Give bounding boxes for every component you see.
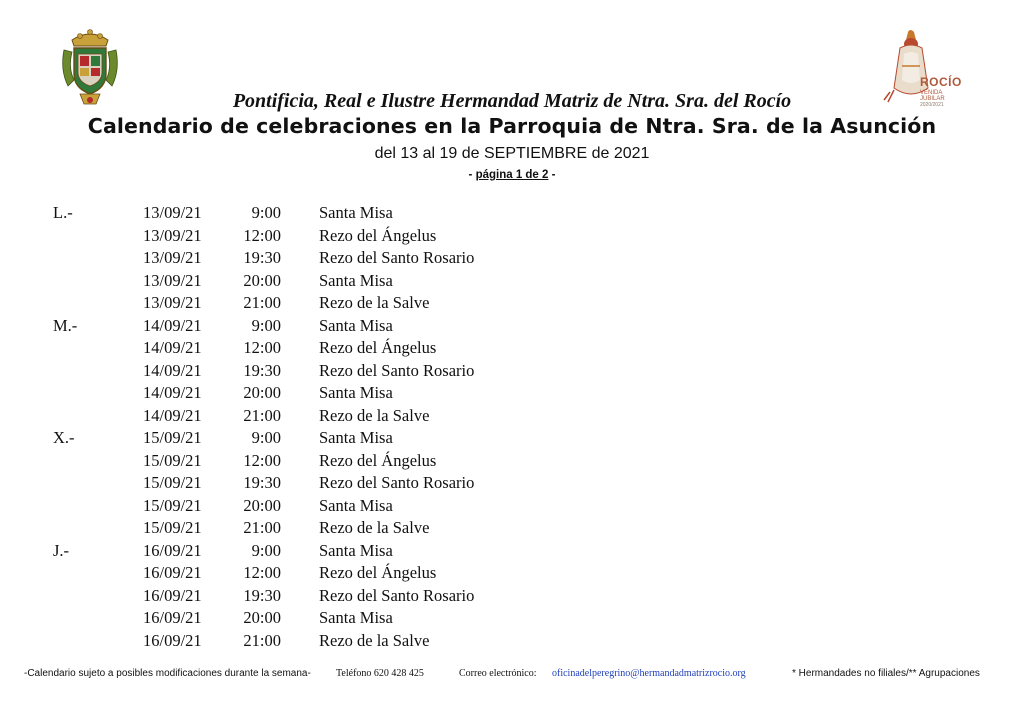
event-cell: Rezo de la Salve: [319, 293, 430, 312]
organization-name: Pontificia, Real e Ilustre Hermandad Matriz de Ntra. Sra. del Rocío: [232, 90, 792, 112]
event-cell: Rezo del Ángelus: [319, 563, 437, 582]
date-cell: 15/09/21: [143, 428, 202, 447]
schedule-row: [0, 427, 1024, 450]
date-cell: 13/09/21: [143, 248, 202, 267]
date-cell: 14/09/21: [143, 383, 202, 402]
day-label: M.-: [53, 315, 78, 335]
event-cell: Rezo de la Salve: [319, 518, 430, 537]
date-cell: 16/09/21: [143, 540, 202, 560]
event-cell: Santa Misa: [319, 495, 393, 515]
date-range: del 13 al 19 de SEPTIEMBRE de 2021: [374, 145, 650, 162]
time-cell: 19:30: [243, 248, 281, 267]
schedule-row: [0, 202, 1024, 225]
time-cell: 12:00: [243, 563, 281, 582]
event-cell: Santa Misa: [319, 540, 393, 560]
day-label: J.-: [53, 540, 70, 560]
schedule-row: [0, 382, 1024, 405]
time-cell: 9:00: [251, 203, 281, 222]
footer-disclaimer: -Calendario sujeto a posibles modificaciones durante la semana-: [24, 668, 311, 679]
schedule-row: [0, 472, 1024, 495]
footer-email-label: Correo electrónico:: [459, 668, 537, 679]
event-cell: Santa Misa: [319, 428, 393, 447]
time-cell: 9:00: [251, 428, 281, 447]
time-cell: 12:00: [243, 225, 281, 245]
date-cell: 15/09/21: [143, 450, 202, 470]
date-cell: 16/09/21: [143, 630, 202, 650]
date-cell: 15/09/21: [143, 495, 202, 515]
schedule-row: [0, 607, 1024, 630]
date-cell: 15/09/21: [143, 473, 202, 492]
date-cell: 16/09/21: [143, 563, 202, 582]
schedule-row: [0, 270, 1024, 293]
time-cell: 9:00: [251, 315, 281, 335]
event-cell: Rezo de la Salve: [319, 405, 430, 425]
time-cell: 20:00: [243, 270, 281, 290]
time-cell: 19:30: [243, 585, 281, 605]
day-label: X.-: [53, 428, 75, 447]
date-cell: 14/09/21: [143, 315, 202, 335]
footer-email-link[interactable]: oficinadelperegrino@hermandadmatrizrocio.org: [552, 668, 746, 679]
time-cell: 21:00: [243, 518, 281, 537]
time-cell: 19:30: [243, 360, 281, 380]
time-cell: 12:00: [243, 450, 281, 470]
event-cell: Santa Misa: [319, 270, 393, 290]
celebration-schedule: [0, 202, 1024, 652]
date-cell: 13/09/21: [143, 293, 202, 312]
event-cell: Santa Misa: [319, 315, 393, 335]
schedule-row: [0, 405, 1024, 428]
time-cell: 19:30: [243, 473, 281, 492]
event-cell: Rezo del Ángelus: [319, 225, 437, 245]
footer: [0, 668, 1024, 682]
day-label: L.-: [53, 203, 73, 222]
date-cell: 16/09/21: [143, 585, 202, 605]
schedule-row: [0, 517, 1024, 540]
time-cell: 12:00: [243, 338, 281, 357]
footer-phone: Teléfono 620 428 425: [336, 668, 424, 679]
date-cell: 14/09/21: [143, 360, 202, 380]
event-cell: Santa Misa: [319, 203, 393, 222]
rocio-logo-text: ROCÍO VENIDA JUBILAR 2020/2021: [920, 75, 962, 108]
time-cell: 20:00: [243, 495, 281, 515]
schedule-row: [0, 337, 1024, 360]
schedule-row: [0, 630, 1024, 653]
schedule-row: [0, 225, 1024, 248]
event-cell: Santa Misa: [319, 608, 393, 627]
date-cell: 13/09/21: [143, 203, 202, 222]
schedule-row: [0, 247, 1024, 270]
event-cell: Rezo del Santo Rosario: [319, 473, 475, 492]
event-cell: Rezo de la Salve: [319, 630, 430, 650]
schedule-row: [0, 315, 1024, 338]
schedule-row: [0, 450, 1024, 473]
date-cell: 15/09/21: [143, 518, 202, 537]
date-cell: 14/09/21: [143, 405, 202, 425]
time-cell: 21:00: [243, 630, 281, 650]
schedule-row: [0, 585, 1024, 608]
date-cell: 14/09/21: [143, 338, 202, 357]
page-indicator: - página 1 de 2 -: [468, 169, 556, 181]
schedule-row: [0, 360, 1024, 383]
event-cell: Santa Misa: [319, 383, 393, 402]
event-cell: Rezo del Ángelus: [319, 450, 437, 470]
event-cell: Rezo del Santo Rosario: [319, 585, 475, 605]
time-cell: 20:00: [243, 608, 281, 627]
date-cell: 13/09/21: [143, 225, 202, 245]
time-cell: 9:00: [251, 540, 281, 560]
page-number-label: página 1 de 2: [475, 169, 549, 181]
time-cell: 20:00: [243, 383, 281, 402]
schedule-row: [0, 292, 1024, 315]
schedule-row: [0, 562, 1024, 585]
date-cell: 16/09/21: [143, 608, 202, 627]
footer-legend: * Hermandades no filiales/** Agrupaciones: [792, 668, 980, 679]
time-cell: 21:00: [243, 405, 281, 425]
schedule-row: [0, 540, 1024, 563]
schedule-row: [0, 495, 1024, 518]
time-cell: 21:00: [243, 293, 281, 312]
date-cell: 13/09/21: [143, 270, 202, 290]
event-cell: Rezo del Santo Rosario: [319, 360, 475, 380]
event-cell: Rezo del Ángelus: [319, 338, 437, 357]
document-title: Calendario de celebraciones en la Parroquia de Ntra. Sra. de la Asunción: [87, 114, 937, 138]
event-cell: Rezo del Santo Rosario: [319, 248, 475, 267]
